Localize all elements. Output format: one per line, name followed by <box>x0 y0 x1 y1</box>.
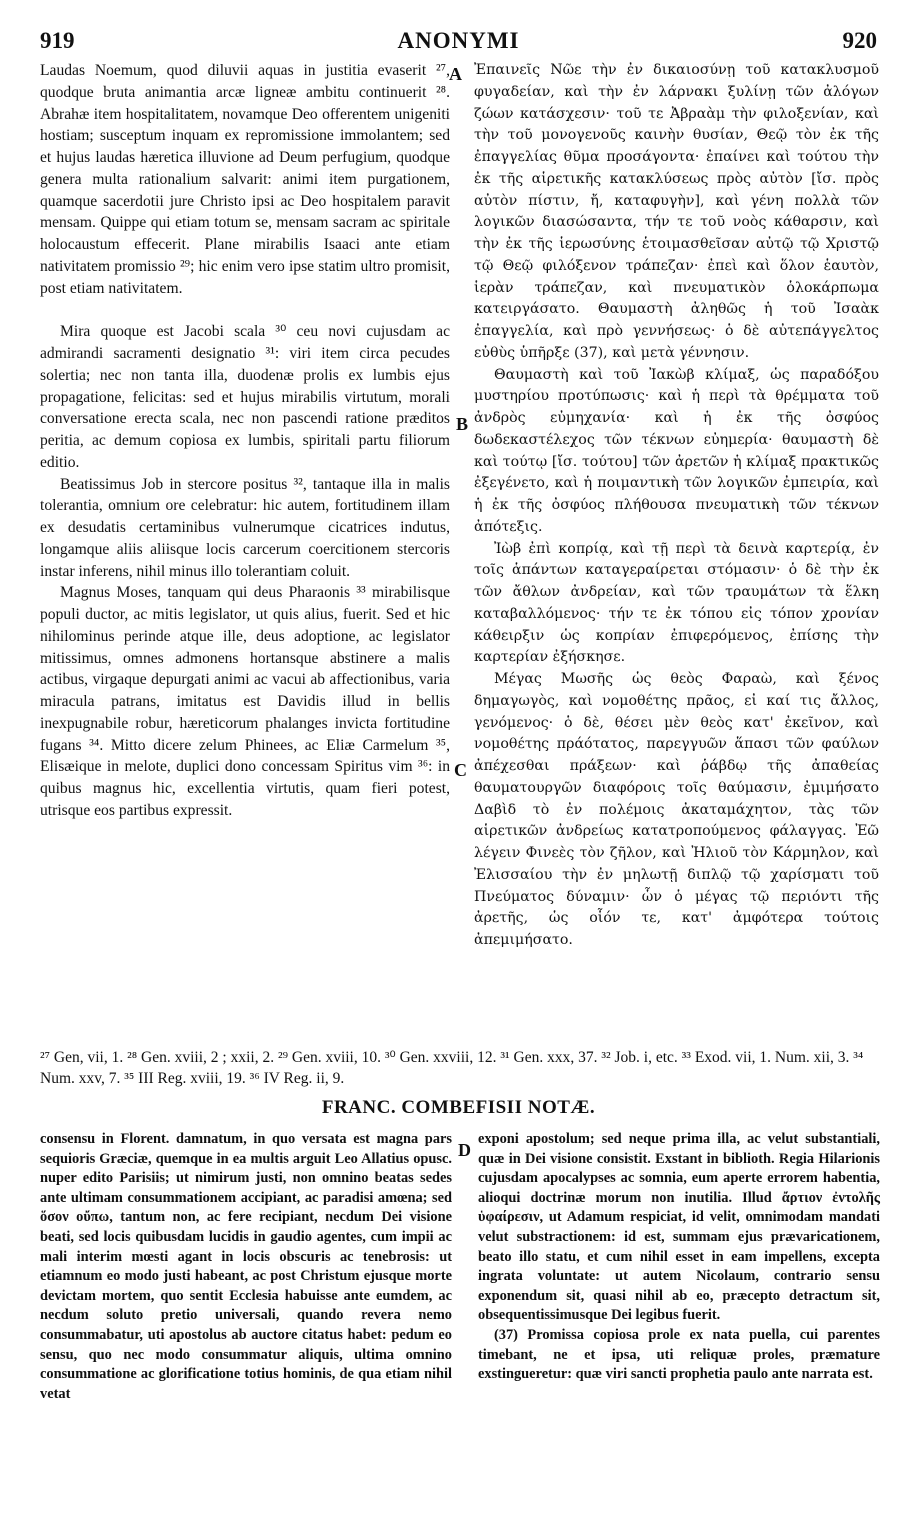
page-header <box>40 28 877 58</box>
margin-marker-b: B <box>456 414 469 434</box>
note-paragraph: consensu in Florent. damnatum, in quo versata est magna pars sequioris Græciæ, quemque in ea multis arguit Leo Allatius opusc. nuper edito Parisiis; ut nimirum justi, non omnino beatas sedes ante ultimam consummationem accipiant, ac paradisi amœna; sed ὅσον οὔπω, tantum non, ac fere recipiant, necdum Dei visione beati, sed locis quibusdam lucidis in gaudio agentes, cum impii ac mali interim mœsti agant in locis obscuris ac tenebrosis: ut etiamnum eo modo justi habeant, ac post Christum ejusque morte devictam mortem, quo sentit Ecclesia habuisse ante eumdem, ac necdum soluto pretio universali, quando revera nemo consummabatur, uti apostolus ab auctore citatus habet: pedum eo sensu, quo nec modo consummatur aliquis, ultima omnino consummatione ac glorificatione totius hominis, de qua etiam nihil vetat <box>40 1131 452 1402</box>
latin-column <box>40 60 450 822</box>
note-paragraph: (37) Promissa copiosa prole ex nata puella, cui parentes timebant, ne et ipsa, uti reliquæ proles, præmature exstingueretur: quæ viri sancti prophetia paulo ante narrata est. <box>478 1326 880 1383</box>
scripture-references: ²⁷ Gen, vii, 1. ²⁸ Gen. xviii, 2 ; xxii, 2. ²⁹ Gen. xviii, 10. ³⁰ Gen. xxviii, 12. ³¹ Gen. xxx, 37. ³² Job. i, etc. ³³ Exod. vii, 1. Num. xii, 3. ³⁴ Num. xxv, 7. ³⁵ III Reg. xviii, 19. ³⁶ IV Reg. ii, 9. <box>40 1049 864 1087</box>
greek-column <box>474 60 879 952</box>
margin-marker-c: C <box>454 760 467 780</box>
note-paragraph: exponi apostolum; sed neque prima illa, ac velut substantiali, quæ in Dei visione consistit. Exstant in biblioth. Regia Hilarionis cujusdam apocalypses ac somnia, eum aperte errorem habentia, alioqui doctrinæ morum non inutilia. Illud ἄρτιον ἐντολῆς ὑφαίρεσιν, ut Adamum respiciat, id velit, omnimodam mandati velut substractionem: id est, summam ejus prævaricationem, beato illo statu, et cum nihil esset in eam impellens, excepta ingrata voluntate: ut autem Nicolaum, contrario sensu exponendum sit, quasi nihil ab eo, præcepto detractum sit, obsequentissimusque Dei legibus fuerit. <box>478 1131 880 1324</box>
greek-paragraph: Ἰὼβ ἐπὶ κοπρίᾳ, καὶ τῇ περὶ τὰ δεινὰ καρτερίᾳ, ἐν τοῖς ἁπάντων καταγεραίρεται στόμασιν· ὁ δὲ τὴν ἐκ τῶν ἄθλων ἀνδρείαν, καὶ τῶν τραυμάτων τὰ ἕλκη καταβαλλόμενος· τήν τε ἐκ τόπου εἰς τόπον χρονίαν κάθειρξιν ὡς κοπρίαν ἐπιφερόμενος, ἐπίσης τὴν καρτερίαν ἐξήσκησε. <box>474 540 879 666</box>
page-number-right: 920 <box>842 28 877 53</box>
greek-paragraph: Μέγας Μωσῆς ὡς θεὸς Φαραὼ, καὶ ξένος δημαγωγὸς, καὶ νομοθέτης πρᾶος, εἰ καί τις ἄλλος, γενόμενος· ὁ δὲ, θέσει μὲν θεὸς κατ' ἐκεῖνον, καὶ νομοθέτης πράότατος, παρεγγυῶν ἅπασι τῶν φαύλων ἀπέχεσθαι πράξεων· καὶ ῥάβδῳ τῆς ἀπαθείας θαυματουργῶν διαφόροις τοῖς θαύμασιν, ἐμιμήσατο Δαβὶδ τὸ ἐν πολέμοις ἀκαταμάχητον, τὰς τῶν αἱρετικῶν ἀνδρείως κατατροπούμενος φάλαγγας. Ἐῶ λέγειν Φινεὲς τὸν ζῆλον, καὶ Ἠλιοῦ τὸν Κάρμηλον, καὶ Ἐλισσαίου τὴν ἐν μηλωτῇ διπλῷ τῷ χαρίσματι τοῦ Πνεύματος δύναμιν· ὧν ὁ μέγας τῷ περιόντι τῆς ἀρετῆς, ὡς οἷόν τε, κατ' ἀμφότερα τούτοις ἀπεμιμήσατο. <box>474 671 879 948</box>
latin-paragraph: Magnus Moses, tanquam qui deus Pharaonis ³³ mirabilisque populi ductor, ac mitis legislator, ut quis alius, fuerit. Sed et hic nihilominus perinde atque ille, deus adoptione, ac legislator mitissimus, omnes admonens hortansque abstinere a malis actibus, virgaque depurgati animi ac vacui ab affectionibus, varia miracula patrans, imitatus est Davidis illud in bellis inexpugnabile robur, hæreticorum phalanges invicta fortitudine fugans ³⁴. Mitto dicere zelum Phinees, ac Eliæ Carmelum ³⁵, Elisæique in melote, duplici dono concessam Spiritus vim ³⁶: in quibus magnus hic, excellentia virtutis, quam fieri potest, utrisque eos partibus expressit. <box>40 584 450 819</box>
notes-title: FRANC. COMBEFISII NOTÆ. <box>321 1097 596 1118</box>
greek-paragraph: Θαυμαστὴ καὶ τοῦ Ἰακὼβ κλίμαξ, ὡς παραδόξου μυστηρίου προτύπωσις· καὶ ἡ περὶ τὰ θρέμματα τοῦ ἀνδρὸς εὐμηχανία· καὶ ἡ ἐκ τῆς ὀσφύος δωδεκαστέλεχος τῶν τέκνων εὐημερία· θαυμαστὴ δὲ καὶ τούτῳ [ἴσ. τούτου] τῶν ἀρετῶν ἡ κλίμαξ πρακτικῶς ἐξεγένετο, καὶ ἡ ποιμαντικὴ τῶν λογικῶν ἐμπειρία, καὶ ἡ ἐκ τῆς ὀσφύος πλήθουσα πνευματικὴ τῶν τέκνων ἀπότεξις. <box>474 366 879 535</box>
greek-paragraph: Ἐπαινεῖς Νῶε τὴν ἐν δικαιοσύνῃ τοῦ κατακλυσμοῦ φυγαδείαν, καὶ τὴν ἐν λάρνακι ξυλίνῃ τῶν ἀλόγων ζώων κατάσχεσιν· τοῦ τε Ἀβραὰμ τὴν φιλοξενίαν, καὶ τὴν τοῦ μονογενοῦς καινὴν θυσίαν, Θεῷ τὸν ἐκ τῆς ἐπαγγελίας θῦμα προσάγοντα· ἐπαίνει καὶ τούτου τὴν ἐκ τῆς αἱρετικῆς κατακλύσεως πρὸς αὐτὸν [ἴσ. πρὸς αὐτὸν πίστιν, ἤ, καταφυγὴν], καὶ γένη πολλὰ τῶν λογικῶν διασώσαντα, τήν τε τοῦ νοὸς κάθαρσιν, καὶ τὴν ἐκ τῆς ἱερωσύνης ἑτοιμασθεῖσαν αὐτῷ τῷ Χριστῷ τῷ Θεῷ φιλόξενον τράπεζαν· ἐπεὶ καὶ ὅλον ἑαυτὸν, ἱερὰν τράπεζαν, καὶ πνευματικὸν ὁλοκάρπωμα κατειργάσατο. Θαυμαστὴ ἀληθῶς ἡ τοῦ Ἰσαὰκ ἐπαγγελία, καὶ πρὸ γεννήσεως· ὁ δὲ αὐτεπάγγελτος εὐθὺς ὑπῆρξε (37), καὶ μετὰ γέννησιν. <box>474 62 879 361</box>
latin-paragraph: Laudas Noemum, quod diluvii aquas in justitia evaserit ²⁷, quodque bruta animantia arcæ ligneæ ambitu continuerit ²⁸. Abrahæ item hospitalitatem, novamque Deo offerentem unigeniti hostiam; susceptum inquam ex repromissione immolantem; sed et hujus laudas hæretica illuvione ad Deum perfugium, quodque genera multa rationalium salvarit: animi item purgationem, quamque sacerdotii jure Christo ipsi ac Deo hospitalem paravit mensam. Quippe qui etiam totum se, mensam sacram ac spiritale holocaustum effecerit. Plane mirabilis Isaaci ante etiam nativitatem promissio ²⁹; hic enim vero ipse statim ultro promisit, post etiam nativitatem. <box>40 62 450 297</box>
latin-paragraph: Beatissimus Job in stercore positus ³², tantaque illa in malis tolerantia, omnium ore celebratur: hic autem, fortitudinem illam ex desudatis certaminibus vulnerumque cicatrices indutus, longamque aliis aliisque locis carcerum coercitionem stercoris instar inferens, nihil minus illo tolerantiam coluit. <box>40 475 450 580</box>
notes-right-column <box>478 1130 880 1385</box>
latin-paragraph: Mira quoque est Jacobi scala ³⁰ ceu novi cujusdam ac admirandi sacramenti designatio ³¹: viri item circa pecudes solertia; nec non tanta illa, duodenæ prolis ex lumbis ejus propagatione, felicitas: sed et hujus mirabilis virtutum, morali conversatione erecta scala, nec non pascendi ratione præditos peritia, ac demum copiosa ex lumbis, spiritali partu filiorum editio. <box>40 323 450 471</box>
running-title: ANONYMI <box>397 28 520 53</box>
margin-marker-a: A <box>449 64 462 84</box>
margin-marker-d: D <box>458 1140 471 1160</box>
page-number-left: 919 <box>40 28 75 53</box>
notes-left-column <box>40 1130 452 1404</box>
